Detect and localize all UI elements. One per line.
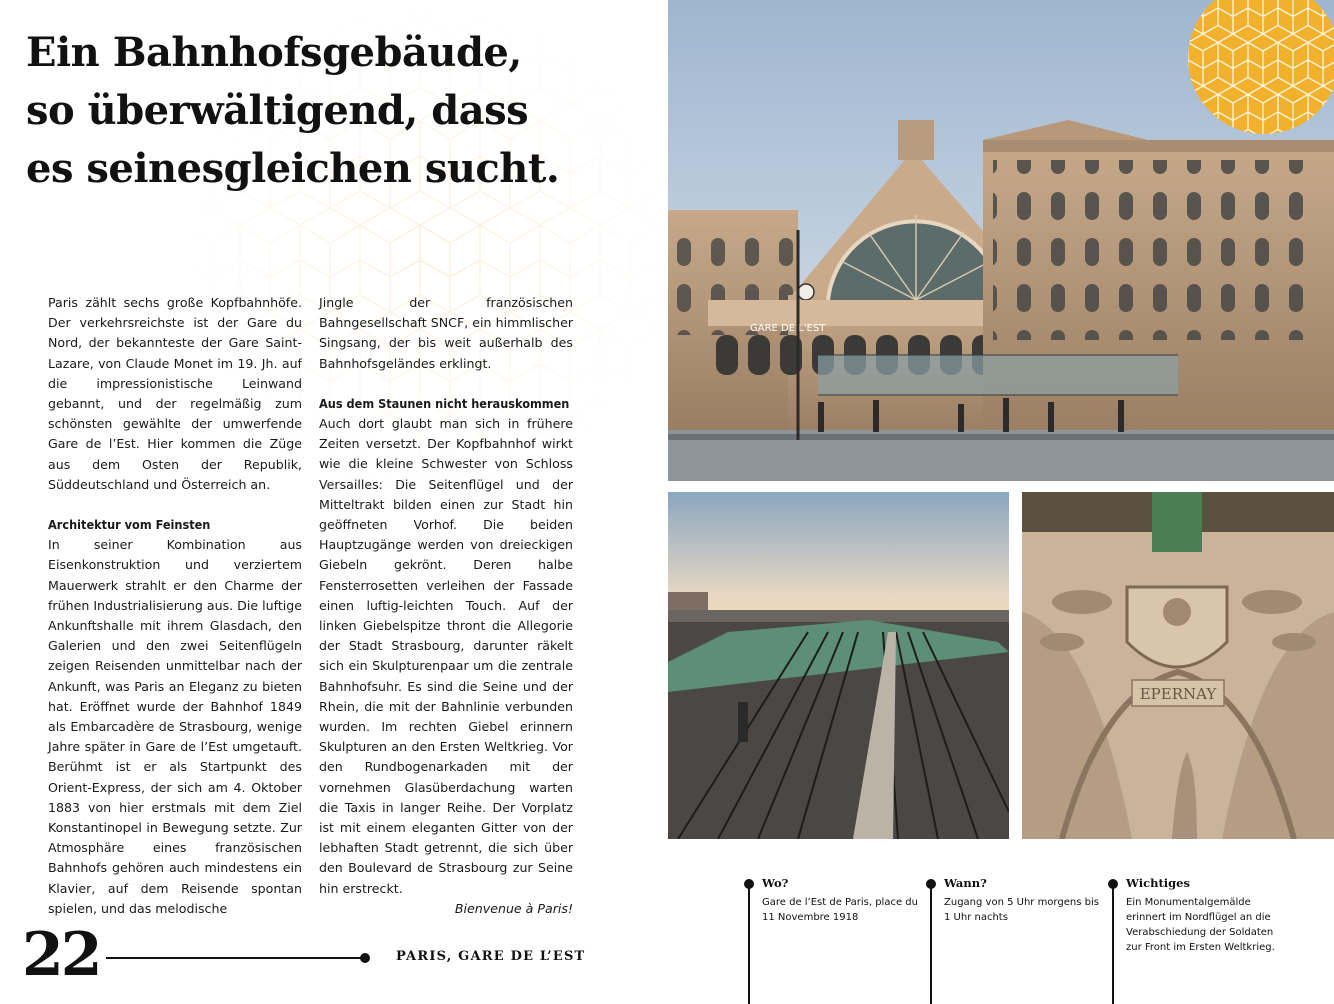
photo-stone-relief-epernay: [1022, 492, 1334, 839]
article-continuation: Jingle der französischen Bahngesellschaft SNCF, ein himmlischer Singsang, der bis weit außerhalb des Bahnhofsgeländes erklingt.: [319, 295, 573, 371]
info-timeline-dot: [1108, 879, 1118, 889]
article-column-2: [319, 293, 573, 919]
article-column-1: [48, 293, 302, 919]
page-number: 22: [22, 920, 100, 990]
footer-rule: [106, 957, 362, 959]
headline-line-3: es seinesgleichen sucht.: [26, 145, 560, 192]
info-timeline-line: [1112, 884, 1114, 1004]
info-title-when: Wann?: [944, 876, 987, 890]
footer-running-title: PARIS, GARE DE L’EST: [396, 949, 586, 964]
info-timeline-dot: [926, 879, 936, 889]
section-heading-architecture: Architektur vom Feinsten: [48, 517, 211, 533]
info-timeline-dot: [744, 879, 754, 889]
yellow-hexagon-circle-decoration: [1188, 0, 1334, 134]
info-text-when: Zugang von 5 Uhr morgens bis 1 Uhr nachts: [944, 897, 1099, 923]
headline-line-2: so überwältigend, dass: [26, 87, 529, 134]
article-signoff: Bienvenue à Paris!: [454, 900, 573, 916]
article-section-1-text: In seiner Kombination aus Eisenkonstruktion und verziertem Mauerwerk strahlt er den Charme der frühen Industrialisierung aus. Die luftige Ankunftshalle mit ihrem Glasdach, den Galerien und den zwei Seitenflügeln zeigen Reisenden unmittelbar nach der Ankunft, was Paris an Eleganz zu bieten hat. Eröffnet wurde der Bahnhof 1849 als Embarcadère de Strasbourg, wenige Jahre später in Gare de l’Est umgetauft. Berühmt ist er als Startpunkt des Orient-Express, der sich am 4. Oktober 1883 von hier erstmals mit dem Ziel Konstantinopel in Bewegung setzte. Zur Atmosphäre eines französischen Bahnhofs gehören auch mindestens ein Klavier, auf dem Reisende spontan spielen, und das melodische: [48, 537, 302, 916]
station-sign-text: GARE DE L'EST: [750, 323, 826, 334]
headline-line-1: Ein Bahnhofsgebäude,: [26, 29, 522, 76]
headline: [26, 24, 646, 198]
info-text-important: Ein Monumentalgemälde erinnert im Nordflügel an die Verabschiedung der Soldaten zur Front im Ersten Weltkrieg.: [1126, 897, 1275, 953]
info-text-where: Gare de l’Est de Paris, place du 11 Novembre 1918: [762, 897, 918, 923]
info-title-where: Wo?: [762, 876, 789, 890]
footer-rule-dot: [360, 953, 370, 963]
relief-inscription: EPERNAY: [1139, 685, 1217, 703]
article-section-2-text: Auch dort glaubt man sich in frühere Zeiten versetzt. Der Kopfbahnhof wirkt wie die kleine Schwester von Schloss Versailles: Die Seitenflügel und der Mitteltrakt bilden einen zur Stadt hin geöffneten Vorhof. Die beiden Hauptzugänge werden von dreieckigen Giebeln gekrönt. Deren halbe Fensterrosetten verleihen der Fassade einen luftig-leichten Touch. Auf der linken Giebelspitze thront die Allegorie der Stadt Strasbourg, darunter räkelt sich ein Skulpturenpaar um die zentrale Bahnhofsuhr. Es sind die Seine und der Rhein, die mit der Bahnlinie verbunden wurden. Im rechten Giebel erinnern Skulpturen an den Ersten Weltkrieg. Vor den Rundbogenarkaden mit der vornehmen Glasüberdachung warten die Taxis in langer Reihe. Der Vorplatz ist mit einem eleganten Gitter von der lebhaften Stadt getrennt, die sich über den Boulevard de Strasbourg zur Seine hin erstreckt.: [319, 416, 573, 896]
info-timeline-line: [930, 884, 932, 1004]
info-timeline-line: [748, 884, 750, 1004]
section-heading-staunen: Aus dem Staunen nicht herauskommen: [319, 395, 570, 411]
article-intro: Paris zählt sechs große Kopfbahnhöfe. Der verkehrsreichste ist der Gare du Nord, der bekannteste der Gare Saint-Lazare, von Claude Monet im 19. Jh. auf die impressionistische Leinwand gebannt, und der regelmäßig zum schönsten gewählte der umwerfende Gare de l’Est. Hier kommen die Züge aus dem Osten der Republik, Süddeutschland und Österreich an.: [48, 295, 302, 492]
photo-railway-tracks: [668, 492, 1009, 839]
info-title-important: Wichtiges: [1126, 876, 1190, 890]
